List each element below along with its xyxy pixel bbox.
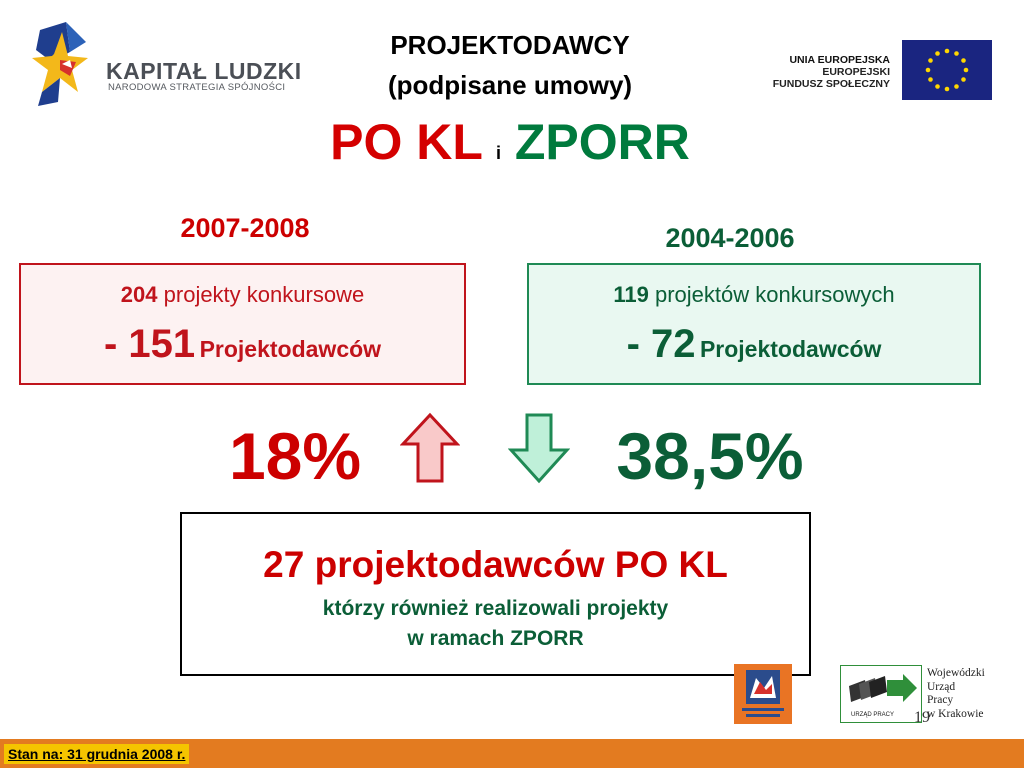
projects-line-left <box>21 282 464 308</box>
applicants-label-left: Projektodawców <box>199 336 382 362</box>
malopolska-logo <box>734 664 792 724</box>
eu-text-line3: FUNDUSZ SPOŁECZNY <box>772 78 890 90</box>
summary-headline: 27 projektodawców PO KL <box>263 544 728 585</box>
heading-conjunction: i <box>495 143 501 163</box>
applicants-count-left: - 151 <box>103 322 196 366</box>
heading-zporr: ZPORR <box>514 114 690 170</box>
eu-text-line1: UNIA EUROPEJSKA <box>789 54 890 66</box>
wup-line1 <box>927 667 985 681</box>
eu-star <box>961 58 966 63</box>
wup-line1-text: Wojewódzki <box>927 667 985 679</box>
summary-line2: którzy również realizowali projekty <box>322 597 669 620</box>
eu-flag-icon <box>902 40 992 100</box>
eu-star <box>945 87 950 92</box>
wup-text <box>927 667 985 721</box>
projects-count-left: 204 <box>120 282 158 307</box>
summary-line3: w ramach ZPORR <box>407 627 584 650</box>
eu-star <box>964 68 969 73</box>
applicants-label-right: Projektodawców <box>699 336 882 362</box>
percent-right: 38,5% <box>616 419 804 493</box>
stats-box-left <box>19 263 466 385</box>
eu-star <box>961 77 966 82</box>
eu-text-line2: EUROPEJSKI <box>822 66 890 78</box>
eu-star <box>954 84 959 89</box>
applicants-line-right <box>529 322 979 367</box>
eu-star <box>935 51 940 56</box>
kapital-ludzki-name: KAPITAŁ LUDZKI <box>106 58 302 84</box>
heading-po-kl: PO KL <box>330 114 483 170</box>
wup-line2 <box>927 681 985 695</box>
eu-star <box>928 58 933 63</box>
stats-box-right <box>527 263 981 385</box>
eu-star <box>928 77 933 82</box>
projects-label-left: projekty konkursowe <box>163 282 365 307</box>
slide-title: PROJEKTODAWCY <box>390 30 630 60</box>
kapital-ludzki-subtitle: NARODOWA STRATEGIA SPÓJNOŚCI <box>108 82 286 93</box>
slide-subtitle: (podpisane umowy) <box>387 70 633 100</box>
eu-star <box>945 49 950 54</box>
eu-fund-text <box>740 54 890 90</box>
eu-star <box>954 51 959 56</box>
slide-main-heading <box>290 112 730 183</box>
wup-logo <box>840 665 922 723</box>
wup-line4 <box>927 708 985 722</box>
applicants-count-right: - 72 <box>626 322 696 366</box>
projects-label-right: projektów konkursowych <box>654 282 895 307</box>
wup-small-label: URZĄD PRACY <box>851 712 895 718</box>
arrow-up-icon <box>400 412 460 484</box>
projects-count-right: 119 <box>613 282 649 307</box>
summary-box <box>180 512 811 676</box>
page-number: 19 <box>914 709 930 726</box>
arrow-down-icon <box>508 412 570 484</box>
period-label-right: 2004-2006 <box>665 223 795 253</box>
projects-line-right <box>529 282 979 308</box>
period-label-left: 2007-2008 <box>180 213 310 243</box>
wup-line3 <box>927 694 985 708</box>
percent-left: 18% <box>228 419 362 493</box>
wup-line3-text: Pracy <box>927 694 954 706</box>
kapital-ludzki-star-icon <box>30 22 110 117</box>
eu-star <box>926 68 931 73</box>
applicants-line-left <box>21 322 464 367</box>
wup-line2-text: Urząd <box>927 680 956 693</box>
wup-arrows-icon <box>841 666 921 722</box>
footer-status-date: Stan na: 31 grudnia 2008 r. <box>4 744 189 764</box>
wup-line4-text: w Krakowie <box>927 707 984 720</box>
eu-star <box>935 84 940 89</box>
